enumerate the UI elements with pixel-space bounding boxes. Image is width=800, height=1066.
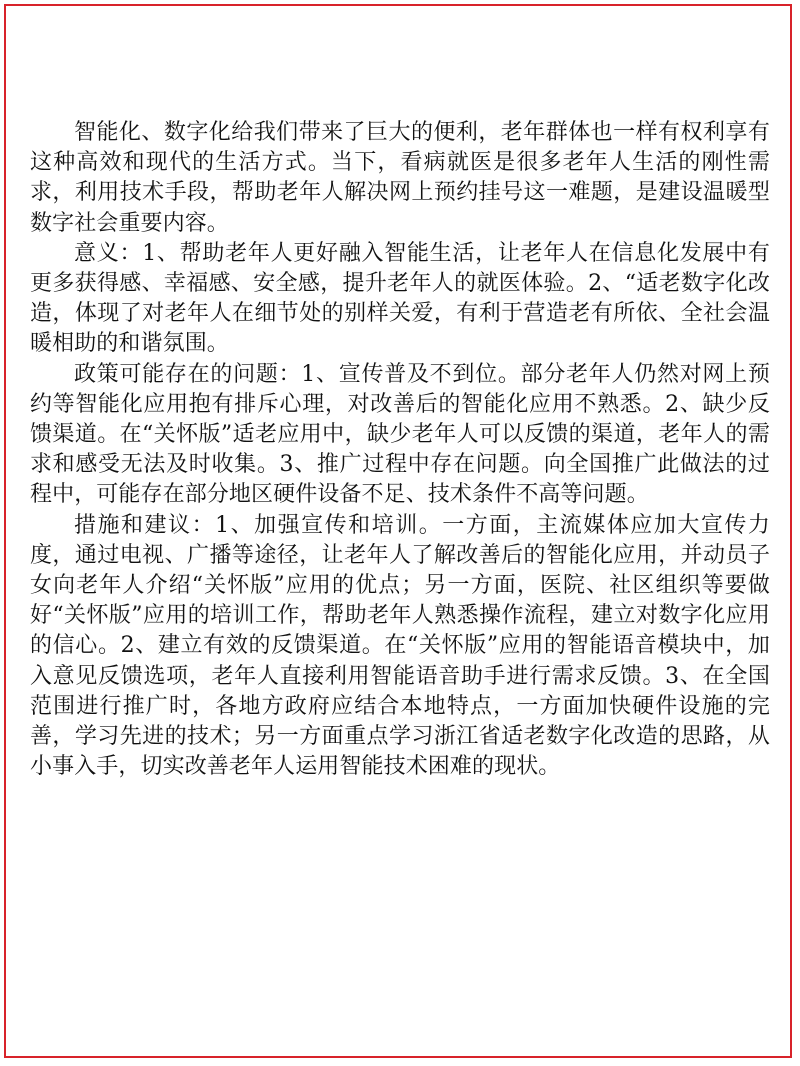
paragraph-significance: 意义：1、帮助老年人更好融入智能生活，让老年人在信息化发展中有更多获得感、幸福感、安全感，提升老年人的就医体验。2、“适老数字化改造，体现了对老年人在细节处的别样关爱，有利于营造老有所依、全社会温暖相助的和谐氛围。	[30, 240, 770, 357]
document-body	[30, 118, 770, 782]
paragraph-measures: 措施和建议：1、加强宣传和培训。一方面，主流媒体应加大宣传力度，通过电视、广播等途径，让老年人了解改善后的智能化应用，并动员子女向老年人介绍“关怀版”应用的优点；另一方面，医院、社区组织等要做好“关怀版”应用的培训工作，帮助老年人熟悉操作流程，建立对数字化应用的信心。2、建立有效的反馈渠道。在“关怀版”应用的智能语音模块中，加入意见反馈选项，老年人直接利用智能语音助手进行需求反馈。3、在全国范围进行推广时，各地方政府应结合本地特点，一方面加快硬件设施的完善，学习先进的技术；另一方面重点学习浙江省适老数字化改造的思路，从小事入手，切实改善老年人运用智能技术困难的现状。	[30, 512, 770, 780]
paragraph-problems: 政策可能存在的问题：1、宣传普及不到位。部分老年人仍然对网上预约等智能化应用抱有排斥心理，对改善后的智能化应用不熟悉。2、缺少反馈渠道。在“关怀版”适老应用中，缺少老年人可以反馈的渠道，老年人的需求和感受无法及时收集。3、推广过程中存在问题。向全国推广此做法的过程中，可能存在部分地区硬件设备不足、技术条件不高等问题。	[30, 361, 770, 508]
paragraph-intro: 智能化、数字化给我们带来了巨大的便利，老年群体也一样有权利享有这种高效和现代的生活方式。当下，看病就医是很多老年人生活的刚性需求，利用技术手段，帮助老年人解决网上预约挂号这一难题，是建设温暖型数字社会重要内容。	[30, 120, 770, 236]
